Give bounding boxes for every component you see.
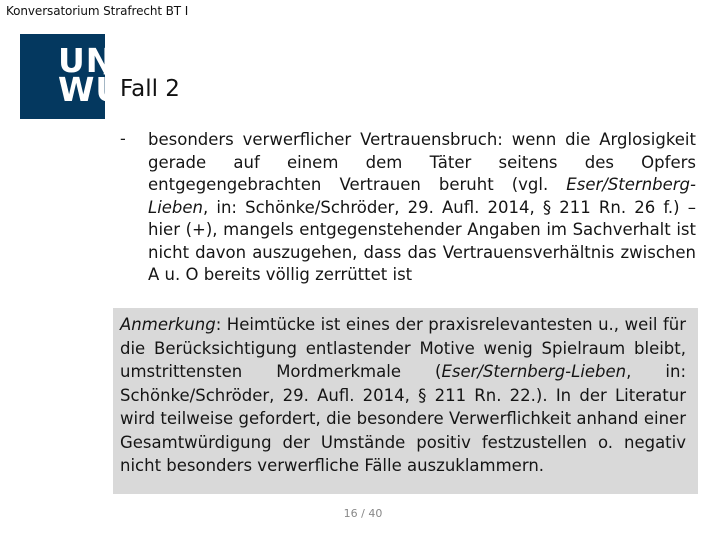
bullet-paragraph xyxy=(148,129,696,287)
logo-line-1: UNI xyxy=(58,41,128,80)
note-text-a: : Heimtücke ist eines der praxisrelevantesten u., weil für die Berücksichtigung entlastender Motive wenig Spielraum bleibt, umstrittensten Mordmerkmale ( xyxy=(120,315,686,381)
note-citation-authors: Eser/Sternberg-Lieben xyxy=(441,362,627,381)
page-number: 16 / 40 xyxy=(343,507,383,520)
bullet-text-a: : wenn die Arglosigkeit gerade auf einem dem Täter seitens des Opfers entgegengebrachten Vertrauen beruht (vgl. xyxy=(148,130,696,194)
slide-title: Fall 2 xyxy=(120,76,180,102)
logo-line-2: WÜ xyxy=(58,70,124,109)
note-text-b: , in: Schönke/Schröder, 29. Aufl. 2014, § 211 Rn. 22.). In der Literatur wird teilweise gefordert, die besondere Verwerflichkeit anhand einer Gesamtwürdigung der Umstände positiv festzustellen o. negativ nicht besonders verwerfliche Fälle auszuklammern. xyxy=(120,362,686,475)
course-title: Konversatorium Strafrecht BT I xyxy=(6,4,189,18)
bullet-term: besonders verwerflicher Vertrauensbruch xyxy=(148,130,498,149)
note-paragraph xyxy=(120,313,686,478)
note-label: Anmerkung xyxy=(120,315,216,334)
bullet-text-b: , in: Schönke/Schröder, 29. Aufl. 2014, § 211 Rn. 26 f.) – hier (+), mangels entgegenstehender Angaben im Sachverhalt ist nicht davon auszugehen, dass das Vertrauensverhältnis zwischen A u. O bereits völlig zerrüttet ist xyxy=(148,197,696,284)
university-logo-text xyxy=(58,41,128,109)
bullet-citation-authors: Eser/Sternberg-Lieben xyxy=(148,175,696,217)
bullet-marker: - xyxy=(120,129,126,148)
